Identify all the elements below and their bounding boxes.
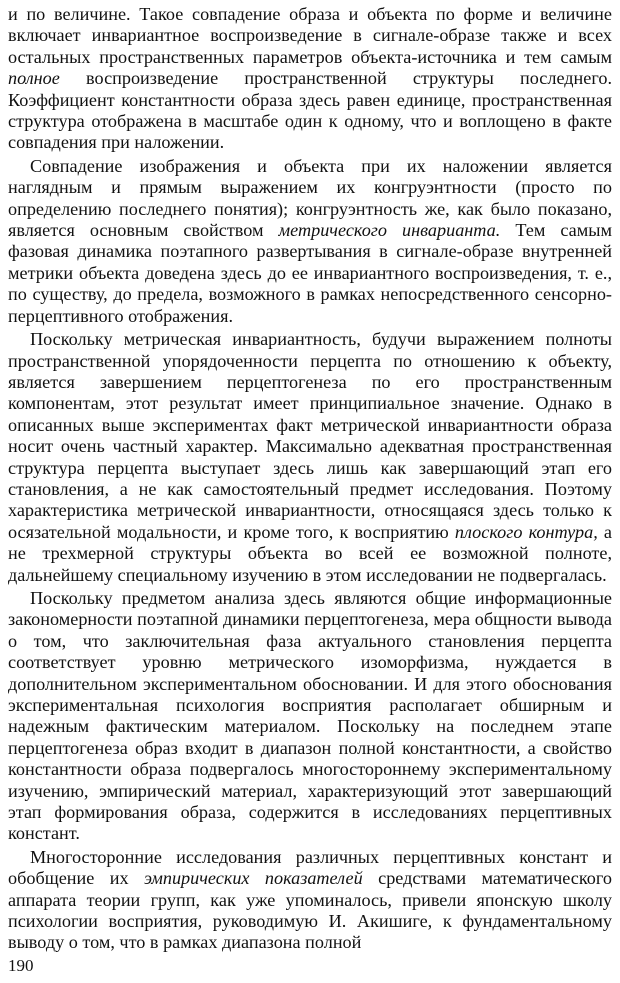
paragraph-5-text-a: Многосторонние исследования различных перцептивных констант и обобщение их (8, 846, 612, 889)
paragraph-5 (8, 847, 612, 954)
paragraph-1-italic-term: полное (8, 68, 60, 89)
paragraph-3-text-b: а не трехмерной структуры объекта во всей ее возможной полноте, дальнейшему специальному изучению в этом исследовании не подвергалась. (8, 521, 612, 585)
paragraph-1 (8, 4, 612, 154)
paragraph-3-italic-term: плоского контура, (454, 521, 598, 542)
paragraph-4 (8, 588, 612, 845)
paragraph-5-text-b: средствами математического аппарата теории групп, как уже упоминалось, привели японскую школу психологии восприятия, руководимую И. Акишиге, к фундаментальному выводу о том, что в рамках диапазона полной (8, 868, 612, 953)
paragraph-3-text-a: Поскольку метрическая инвариантность, будучи выражением полноты пространственной упорядоченности перцепта по отношению к объекту, является завершением перцептогенеза по его пространственным компонентам, этот результат имеет принципиальное значение. Однако в описанных выше экспериментах факт метрической инвариантности образа носит очень частный характер. Максимально адекватная пространственная структура перцепта выступает здесь лишь как завершающий этап его становления, а не как самостоятельный предмет исследования. Поэтому характеристика метрической инвариантности, относящаяся здесь только к осязательной модальности, и кроме того, к восприятию (8, 329, 612, 542)
paragraph-1-text-a: и по величине. Такое совпадение образа и объекта по форме и величине включает инвариантное воспроизведение в сигнале-образе также и всех остальных пространственных параметров объекта-источника и тем самым (8, 4, 612, 67)
paragraph-5-italic-term: эмпирических показателей (143, 868, 363, 889)
paragraph-2-text-b: Тем самым фазовая динамика поэтапного развертывания в сигнале-образе внутренней метрики объекта доведена здесь до ее инвариантного воспроизведения, т. е., по существу, до предела, возможного в рамках непосредственного сенсорно-перцептивного отображения. (8, 220, 612, 326)
page-number: 190 (8, 956, 34, 975)
paragraph-1-text-b: воспроизведение пространственной структуры последнего. Коэффициент константности образа здесь равен единице, пространственная структура отображена в масштабе один к одному, что и воплощено в факте совпадения при наложении. (8, 68, 612, 153)
paragraph-2-text-a: Совпадение изображения и объекта при их наложении является наглядным и прямым выражением их конгруэнтности (просто по определению последнего понятия); конгруэнтность же, как было показано, является основным свойством (8, 155, 612, 241)
paragraph-2-italic-term: метрического инварианта. (278, 220, 501, 241)
paragraph-3 (8, 329, 612, 586)
paragraph-4-text: Поскольку предметом анализа здесь являются общие информационные закономерности поэтапной динамики перцептогенеза, мера общности вывода о том, что заключительная фаза актуального становления перцепта соответствует уровню метрического изоморфизма, нуждается в дополнительном экспериментальном обосновании. И для этого обоснования экспериментальная психология восприятия располагает обширным и надежным фактическим материалом. Поскольку на последнем этапе перцептогенеза образ входит в диапазон полной константности, а свойство константности образа подвергалось многостороннему экспериментальному изучению, эмпирический материал, характеризующий этот завершающий этап формирования образа, содержится в исследованиях перцептивных констант. (8, 587, 612, 844)
paragraph-2 (8, 156, 612, 327)
